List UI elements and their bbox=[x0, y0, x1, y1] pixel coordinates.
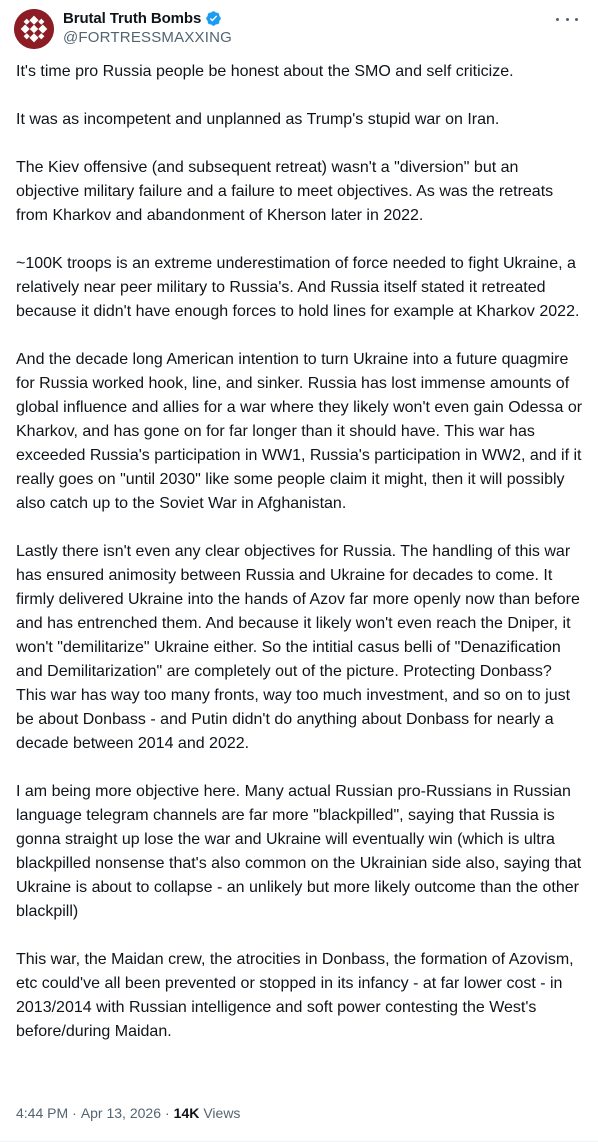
more-horizontal-icon-dot bbox=[566, 18, 569, 21]
views-label: Views bbox=[203, 1105, 241, 1121]
post-time[interactable]: 4:44 PM bbox=[16, 1105, 69, 1121]
tweet-paragraph: The Kiev offensive (and subsequent retreat) wasn't a "diversion" but an objective military failure and a failure to meet objectives. As was the retreats from Kharkov and abandonment of Kherson later in 2022. bbox=[16, 159, 554, 224]
tweet-paragraph: Lastly there isn't even any clear objectives for Russia. The handling of this war has ensured animosity between Russia and Ukraine for decades to come. It firmly delivered Ukraine into the hands of Azov far more openly now than before and has entrenched them. And because it likely won't even reach the Dniper, it won't "demilitarize" Ukraine either. So the intitial casus belli of "Denazification and Demilitarization" are completely out of the picture. Protecting Donbass? This war has way too many fronts, way too much investment, and so on to just be about Donbass - and Putin didn't do anything about Donbass for nearly a decade between 2014 and 2022. bbox=[16, 543, 580, 752]
meta-separator: · bbox=[164, 1105, 170, 1121]
tweet-paragraph: ~100K troops is an extreme underestimation of force needed to fight Ukraine, a relatively near peer military to Russia's. And Russia itself stated it retreated because it didn't have enough forces to hold lines for example at Kharkov 2022. bbox=[16, 255, 580, 320]
views-count[interactable]: 14K bbox=[173, 1105, 200, 1121]
display-name-row bbox=[63, 8, 232, 28]
more-options-button[interactable] bbox=[556, 12, 578, 26]
more-horizontal-icon-dot bbox=[556, 18, 559, 21]
author-handle[interactable]: @FORTRESSMAXXING bbox=[63, 29, 233, 46]
avatar[interactable] bbox=[14, 9, 54, 49]
display-name[interactable]: Brutal Truth Bombs bbox=[63, 9, 202, 27]
more-horizontal-icon-dot bbox=[575, 18, 578, 21]
tweet-text bbox=[16, 60, 584, 1044]
tweet-paragraph: It was as incompetent and unplanned as Trump's stupid war on Iran. bbox=[16, 111, 500, 128]
meta-separator: · bbox=[72, 1105, 77, 1121]
tweet-header bbox=[14, 6, 584, 50]
tweet-paragraph: I am being more objective here. Many actual Russian pro-Russians in Russian language telegram channels are far more "blackpilled", saying that Russia is gonna straight up lose the war and Ukraine will eventually win (which is ultra blackpilled nonsense that's also common on the Ukrainian side also, saying that Ukraine is about to collapse - an unlikely but more likely outcome than the other blackpill) bbox=[16, 783, 582, 920]
tweet-meta bbox=[16, 1105, 240, 1121]
post-date[interactable]: Apr 13, 2026 bbox=[80, 1105, 161, 1121]
fortress-logo-icon bbox=[14, 9, 54, 49]
author-info bbox=[63, 8, 232, 46]
verified-badge-icon bbox=[205, 10, 222, 27]
tweet-paragraph: This war, the Maidan crew, the atrocities in Donbass, the formation of Azovism, etc could've all been prevented or stopped in its infancy - at far lower cost - in 2013/2014 with Russian intelligence and soft power contesting the West's before/during Maidan. bbox=[16, 951, 574, 1040]
tweet-paragraph: And the decade long American intention to turn Ukraine into a future quagmire for Russia worked hook, line, and sinker. Russia has lost immense amounts of global influence and allies for a war where they likely won't even gain Odessa or Kharkov, and has gone on for far longer than it should have. This war has exceeded Russia's participation in WW1, Russia's participation in WW2, and if it really goes on "until 2030" like some people claim it might, then it will possibly also catch up to the Soviet War in Afghanistan. bbox=[16, 351, 583, 512]
tweet-paragraph: It's time pro Russia people be honest about the SMO and self criticize. bbox=[16, 63, 514, 80]
